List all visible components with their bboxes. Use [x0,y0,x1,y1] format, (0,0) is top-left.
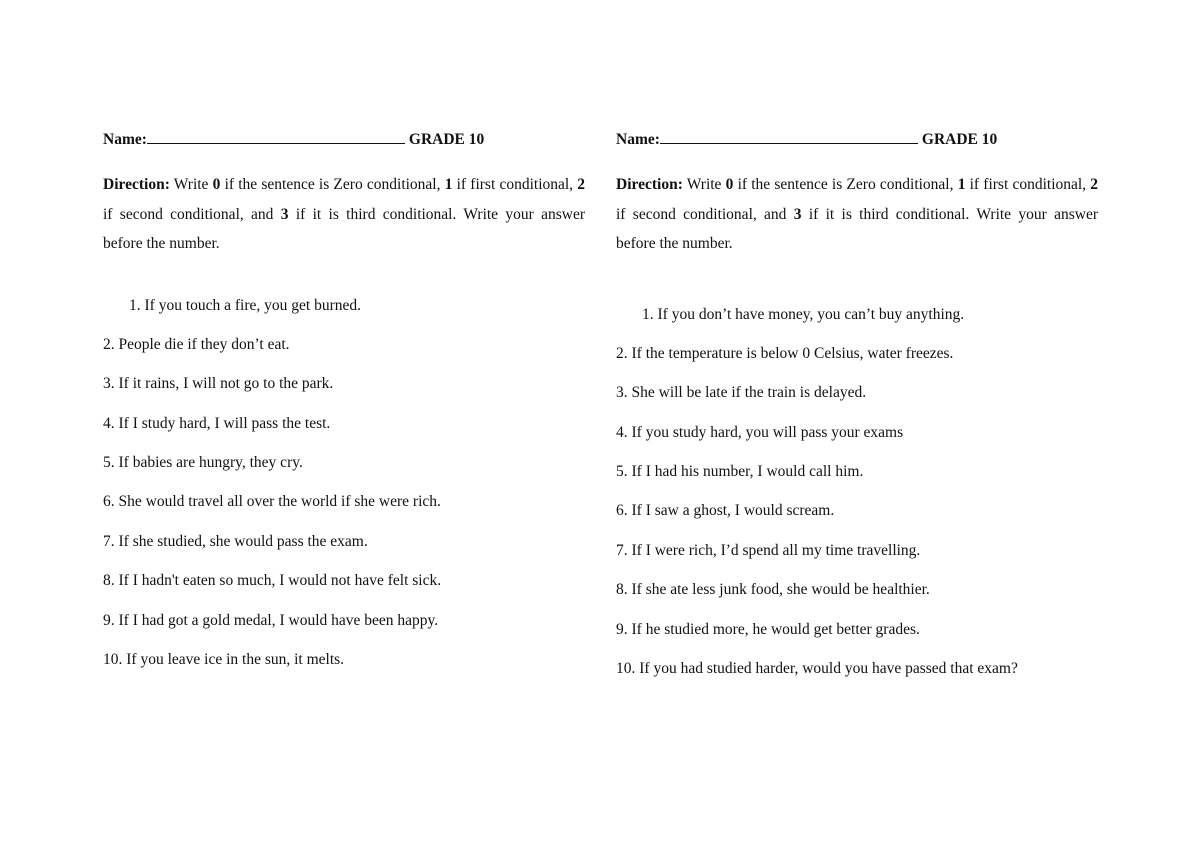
direction-part: if it is third conditional. Write your answer before the number. [103,205,585,252]
sentence-item: 9. If he studied more, he would get better grades. [616,620,920,638]
name-row [103,128,585,150]
sentence-item: 5. If I had his number, I would call him. [616,463,864,481]
sentence-item: 3. If it rains, I will not go to the park. [103,375,334,393]
sentence-item: 6. She would travel all over the world if she were rich. [103,493,441,511]
sentence-list [103,286,585,680]
direction-part: if first conditional, [452,176,578,193]
sentence-item: 1. If you don’t have money, you can’t buy anything. [642,305,965,323]
sentence-item: 7. If she studied, she would pass the exam. [103,532,368,550]
grade-label: GRADE 10 [408,131,485,148]
direction-part: if first conditional, [965,176,1091,193]
direction-part: if it is third conditional. Write your answer before the number. [616,205,1098,252]
direction-code: 2 [577,176,585,193]
sentence-item: 4. If you study hard, you will pass your exams [616,423,904,441]
direction-code: 0 [725,176,734,193]
sentence-item: 9. If I had got a gold medal, I would have been happy. [103,611,439,629]
sentence-item: 2. If the temperature is below 0 Celsius, water freezes. [616,344,954,362]
sentence-item: 1. If you touch a fire, you get burned. [129,296,362,314]
name-label: Name: [103,131,147,148]
direction-part: Write [169,176,213,193]
direction-text [616,170,1098,259]
sentence-item: 7. If I were rich, I’d spend all my time travelling. [616,541,921,559]
name-row [616,128,1098,150]
direction-code: 1 [444,176,453,193]
name-blank-line [660,128,918,144]
sentence-item: 4. If I study hard, I will pass the test. [103,414,331,432]
worksheet-left [103,128,585,679]
direction-part: if the sentence is Zero conditional, [220,176,445,193]
sentence-item: 10. If you had studied harder, would you have passed that exam? [616,660,1018,678]
direction-code: 2 [1090,176,1098,193]
direction-part: if second conditional, and [103,205,281,223]
direction-code: 1 [957,176,966,193]
direction-part: Write [682,176,726,193]
sentence-item: 8. If she ate less junk food, she would be healthier. [616,581,930,599]
direction-code: 3 [280,205,289,223]
direction-part: if second conditional, and [616,205,794,223]
sentence-item: 6. If I saw a ghost, I would scream. [616,502,835,520]
direction-part: if the sentence is Zero conditional, [733,176,958,193]
grade-label: GRADE 10 [921,131,998,148]
name-blank-line [147,128,405,144]
worksheet-right [616,128,1098,688]
sentence-item: 5. If babies are hungry, they cry. [103,454,303,472]
direction-text [103,170,585,259]
sentence-item: 3. She will be late if the train is delayed. [616,384,867,402]
name-label: Name: [616,131,660,148]
sentence-item: 2. People die if they don’t eat. [103,335,290,353]
sentence-item: 10. If you leave ice in the sun, it melts. [103,651,345,669]
sentence-list [616,295,1098,689]
direction-label: Direction: [616,176,683,193]
direction-code: 3 [793,205,802,223]
direction-code: 0 [212,176,221,193]
sentence-item: 8. If I hadn't eaten so much, I would not have felt sick. [103,572,442,590]
direction-label: Direction: [103,176,170,193]
